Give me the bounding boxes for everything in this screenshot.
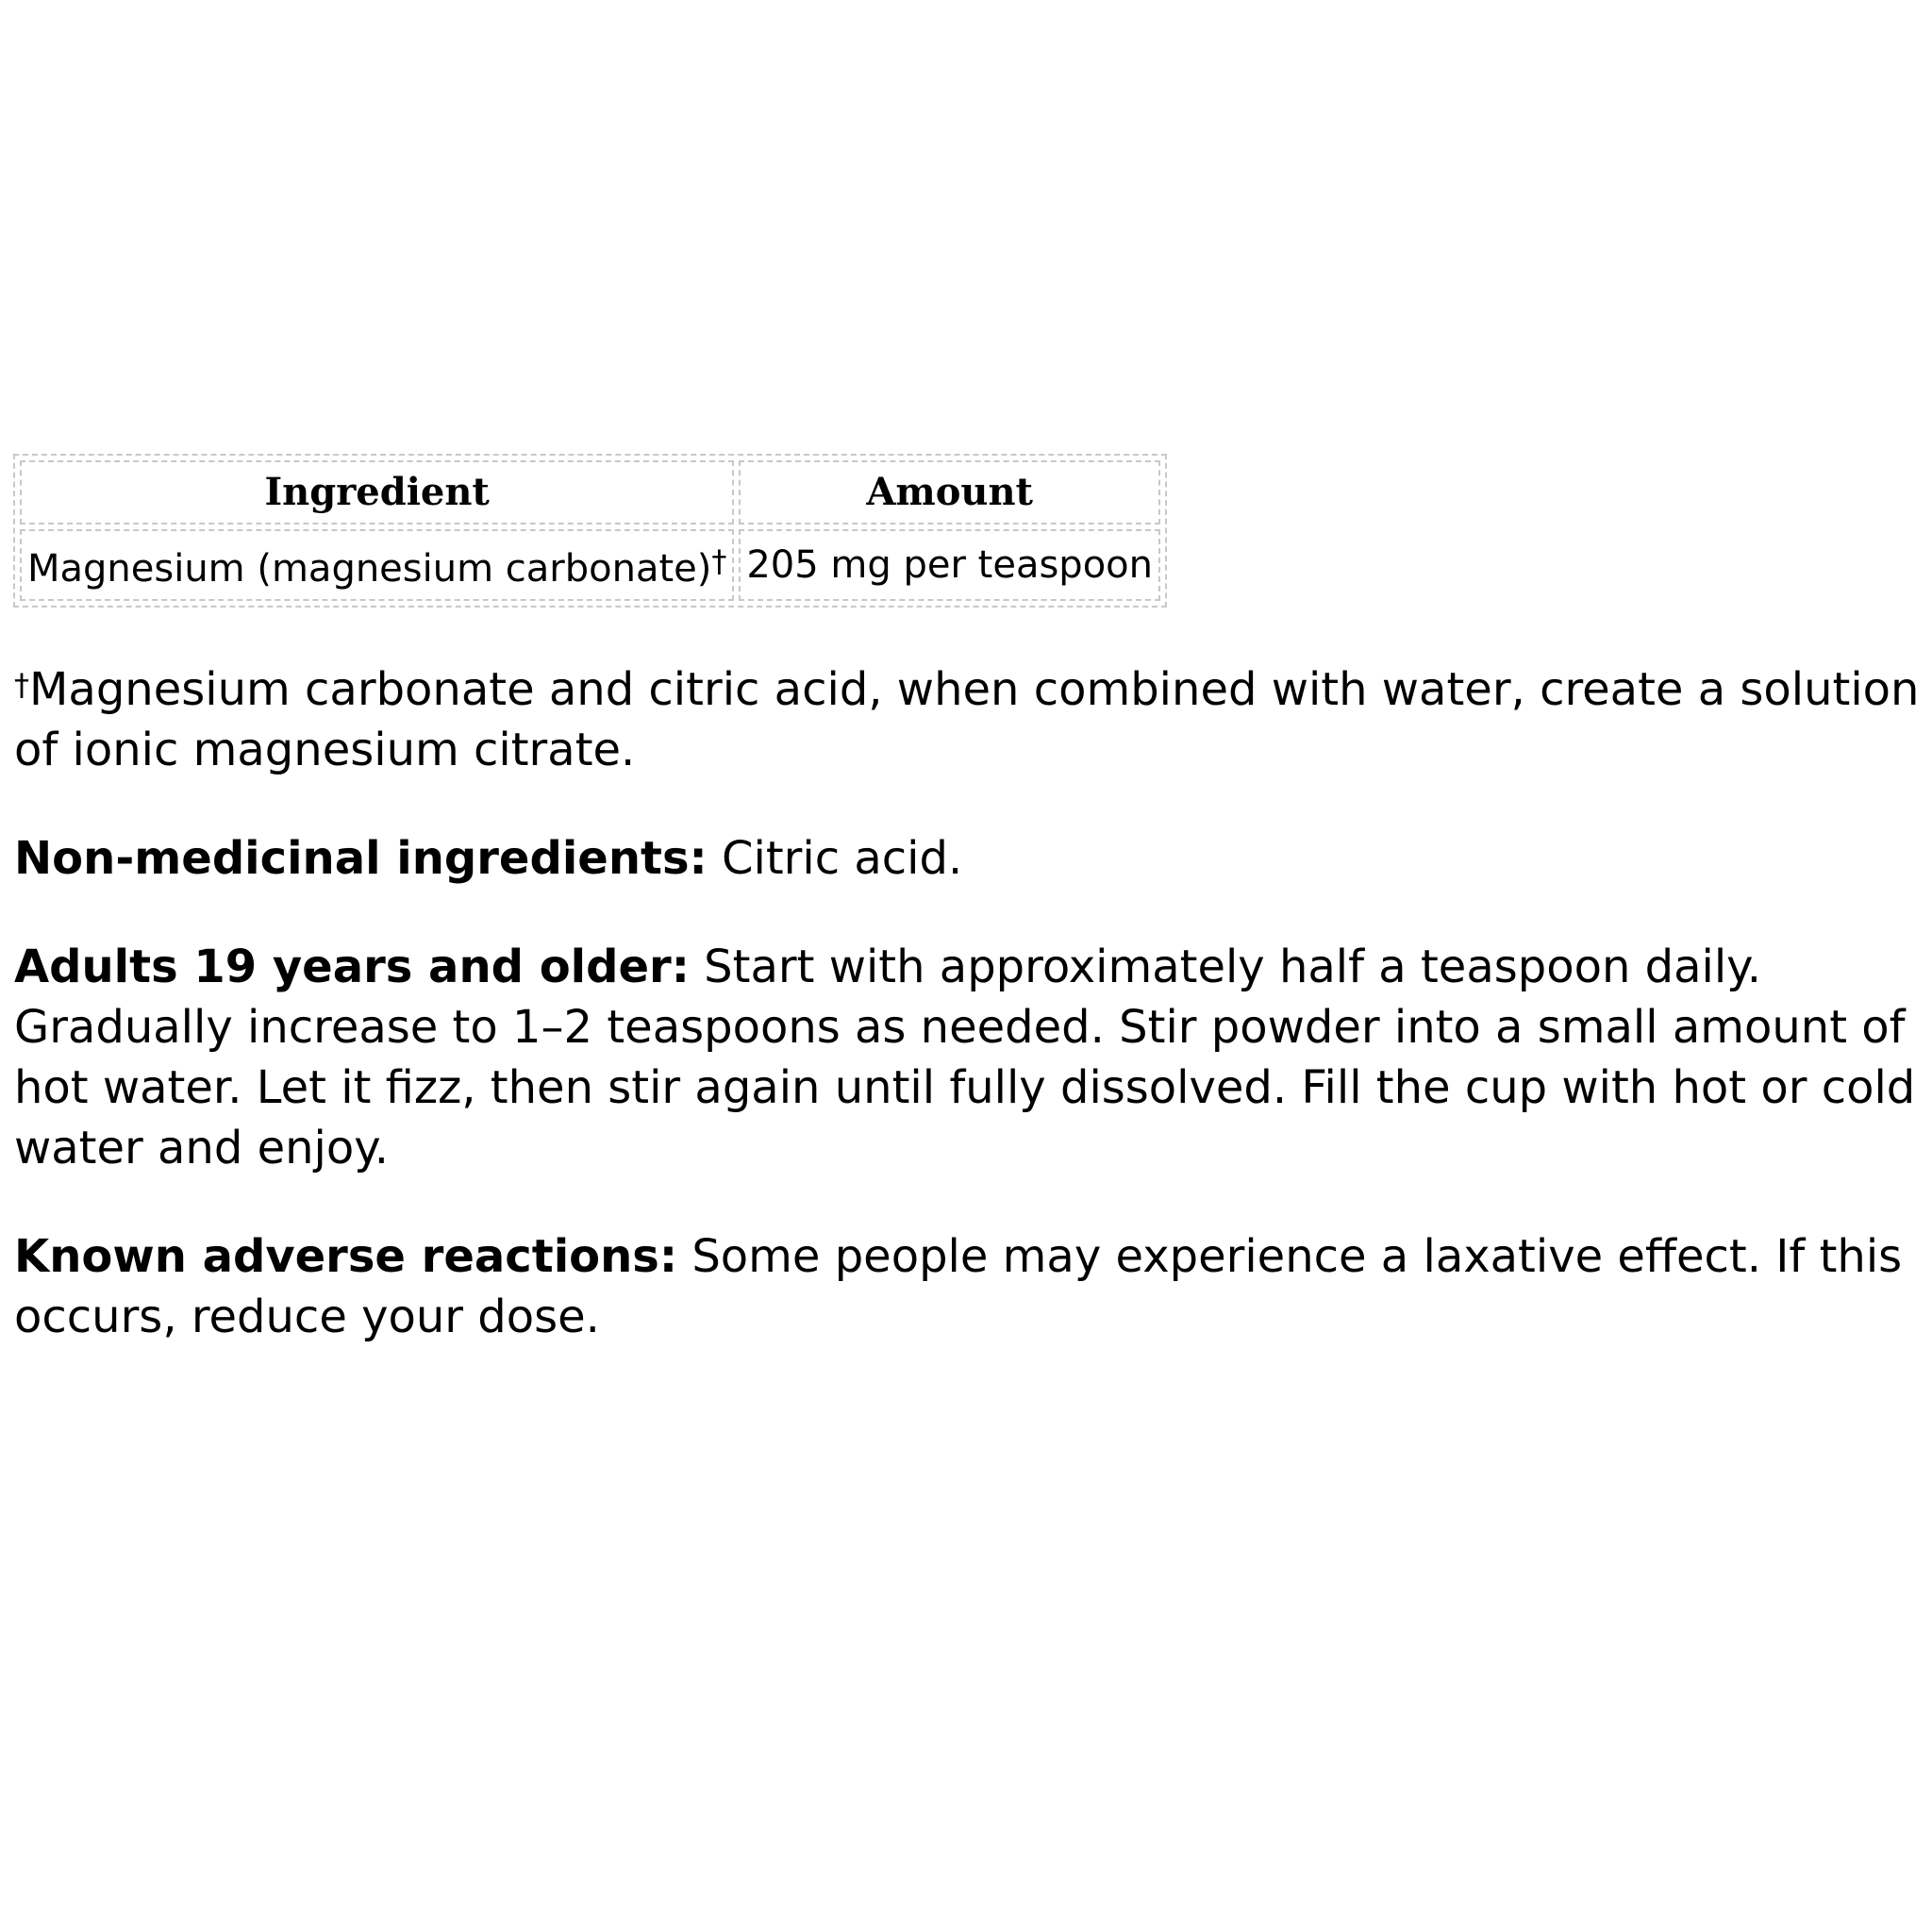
non-medicinal-ingredients (14, 828, 1920, 889)
table-header-row (20, 460, 1160, 525)
section-label: Known adverse reactions: (14, 1230, 678, 1283)
ingredient-name: Magnesium (magnesium carbonate) (27, 547, 712, 591)
section-text: Some people may experience a laxative effect. If this occurs, reduce your dose. (14, 1230, 1903, 1343)
footnote-marker: † (14, 667, 29, 703)
section-text: Citric acid. (721, 832, 963, 885)
footnote (14, 655, 1920, 780)
dosage-directions (14, 937, 1920, 1178)
section-label: Adults 19 years and older: (14, 941, 690, 993)
adverse-reactions (14, 1226, 1920, 1347)
column-header-amount: Amount (739, 460, 1160, 525)
product-info (14, 454, 1920, 1347)
ingredients-table (13, 454, 1167, 608)
table-row (20, 529, 1160, 601)
footnote-text: Magnesium carbonate and citric acid, when combined with water, create a solution of ionic magnesium citrate. (14, 663, 1920, 776)
ingredient-cell (20, 529, 734, 601)
dagger-marker: † (711, 543, 727, 579)
section-label: Non-medicinal ingredients: (14, 832, 708, 885)
column-header-ingredient: Ingredient (20, 460, 734, 525)
amount-cell: 205 mg per teaspoon (739, 529, 1160, 601)
section-text: Start with approximately half a teaspoon daily. Gradually increase to 1–2 teaspoons as needed. Stir powder into a small amount of hot water. Let it fizz, then stir again until fully dissolved. Fill the cup with hot or cold water and enjoy. (14, 941, 1916, 1174)
